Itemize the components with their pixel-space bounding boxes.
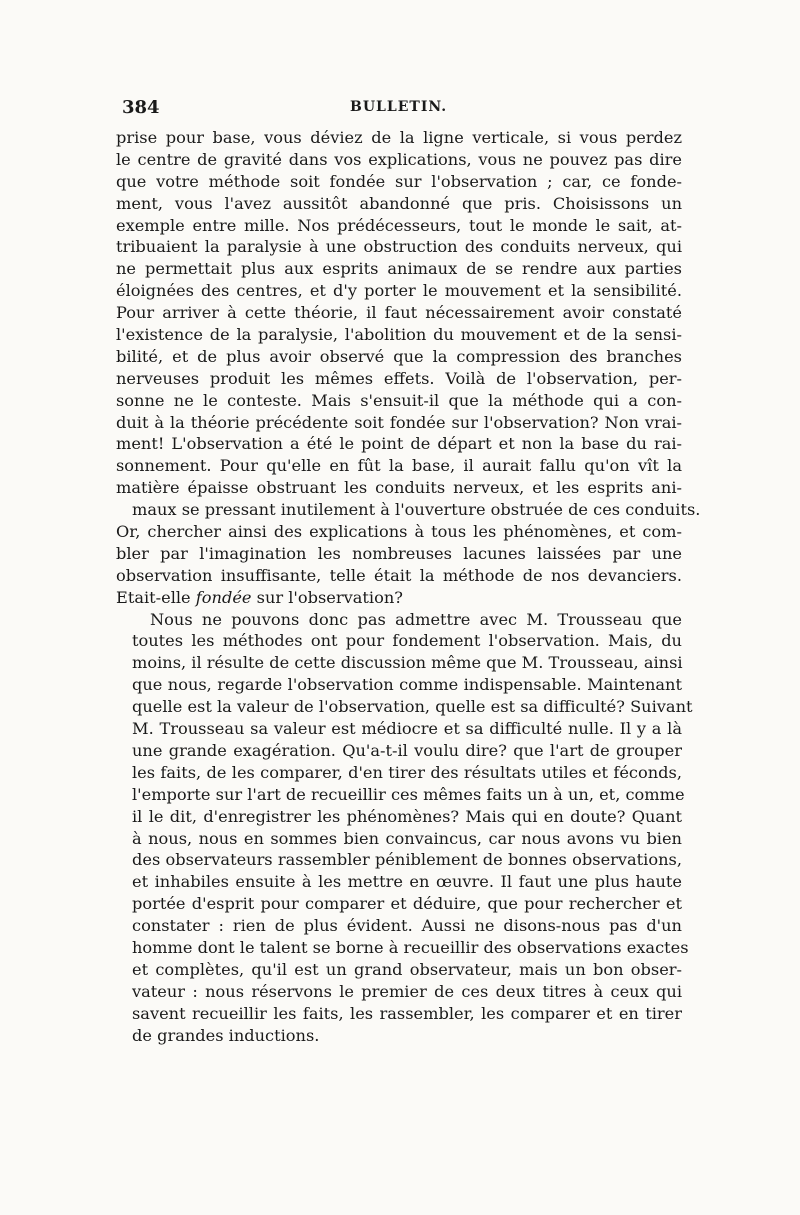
text-line: sonne ne le conteste. Mais s'ensuit-il que la méthode qui a con- bbox=[116, 390, 682, 410]
text-line: bilité, et de plus avoir observé que la compression des branches bbox=[116, 346, 682, 366]
text-line: il le dit, d'enregistrer les phénomènes? Mais qui en doute? Quant bbox=[132, 806, 682, 826]
text-line: Or, chercher ainsi des explications à tous les phénomènes, et com- bbox=[116, 522, 682, 542]
text-line: de grandes inductions. bbox=[132, 1025, 320, 1045]
text-line-italic bbox=[116, 587, 682, 609]
text-line: exemple entre mille. Nos prédécesseurs, tout le monde le sait, at- bbox=[116, 215, 682, 235]
italic-word: fondée bbox=[195, 587, 252, 607]
page-number: 384 bbox=[122, 97, 160, 118]
text-line: portée d'esprit pour comparer et déduire, que pour rechercher et bbox=[132, 894, 682, 914]
text-line: duit à la théorie précédente soit fondée sur l'observation? Non vrai- bbox=[116, 412, 682, 432]
text-line: vateur : nous réservons le premier de ces deux titres à ceux qui bbox=[132, 981, 682, 1001]
text-line: que votre méthode soit fondée sur l'observation ; car, ce fonde- bbox=[116, 171, 682, 191]
text-segment: Etait-elle bbox=[116, 587, 191, 607]
text-line: sonnement. Pour qu'elle en fût la base, il aurait fallu qu'on vît la bbox=[116, 456, 682, 476]
text-line: M. Trousseau sa valeur est médiocre et sa difficulté nulle. Il y a là bbox=[132, 719, 682, 739]
paragraph-start-line: Nous ne pouvons donc pas admettre avec M. Trousseau que bbox=[150, 609, 682, 629]
text-line: tribuaient la paralysie à une obstruction des conduits nerveux, qui bbox=[116, 237, 682, 257]
text-line: ment! L'observation a été le point de départ et non la base du rai- bbox=[116, 434, 682, 454]
text-line: savent recueillir les faits, les rassembler, les comparer et en tirer bbox=[132, 1003, 682, 1023]
text-line: bler par l'imagination les nombreuses lacunes laissées par une bbox=[116, 543, 682, 563]
running-head: BULLETIN. bbox=[350, 99, 448, 115]
text-line: ne permettait plus aux esprits animaux de se rendre aux parties bbox=[116, 259, 682, 279]
text-line: des observateurs rassembler péniblement de bonnes observations, bbox=[132, 850, 682, 870]
text-line: éloignées des centres, et d'y porter le mouvement et la sensibilité. bbox=[116, 281, 682, 301]
text-line: et inhabiles ensuite à les mettre en œuvre. Il faut une plus haute bbox=[132, 872, 682, 892]
text-line: Pour arriver à cette théorie, il faut nécessairement avoir constaté bbox=[116, 303, 682, 323]
text-line: matière épaisse obstruant les conduits nerveux, et les esprits ani- bbox=[116, 478, 682, 498]
text-line: toutes les méthodes ont pour fondement l'observation. Mais, du bbox=[132, 631, 682, 651]
text-line: le centre de gravité dans vos explications, vous ne pouvez pas dire bbox=[116, 149, 682, 169]
text-line: maux se pressant inutilement à l'ouverture obstruée de ces conduits. bbox=[132, 500, 701, 520]
text-line: ment, vous l'avez aussitôt abandonné que pris. Choisissons un bbox=[116, 193, 682, 213]
text-line: nerveuses produit les mêmes effets. Voilà de l'observation, per- bbox=[116, 368, 682, 388]
text-line: une grande exagération. Qu'a-t-il voulu dire? que l'art de grouper bbox=[132, 740, 682, 760]
text-line: les faits, de les comparer, d'en tirer des résultats utiles et féconds, bbox=[132, 762, 682, 782]
text-line: moins, il résulte de cette discussion même que M. Trousseau, ainsi bbox=[132, 653, 683, 673]
text-line: l'emporte sur l'art de recueillir ces mêmes faits un à un, et, comme bbox=[132, 784, 685, 804]
text-line: observation insuffisante, telle était la méthode de nos devanciers. bbox=[116, 565, 682, 585]
text-line: constater : rien de plus évident. Aussi ne disons-nous pas d'un bbox=[132, 916, 682, 936]
text-segment: sur l'observation? bbox=[256, 587, 403, 607]
page-header bbox=[122, 97, 682, 125]
text-line: à nous, nous en sommes bien convaincus, car nous avons vu bien bbox=[132, 828, 682, 848]
text-line: prise pour base, vous déviez de la ligne verticale, si vous perdez bbox=[116, 128, 682, 147]
text-line: homme dont le talent se borne à recueillir des observations exactes bbox=[132, 937, 689, 957]
text-line: quelle est la valeur de l'observation, quelle est sa difficulté? Suivant bbox=[132, 697, 693, 717]
text-line: que nous, regarde l'observation comme indispensable. Maintenant bbox=[132, 675, 682, 695]
text-line: l'existence de la paralysie, l'abolition du mouvement et de la sensi- bbox=[116, 325, 682, 345]
body-text bbox=[116, 127, 701, 1046]
text-line: et complètes, qu'il est un grand observateur, mais un bon obser- bbox=[132, 959, 682, 979]
